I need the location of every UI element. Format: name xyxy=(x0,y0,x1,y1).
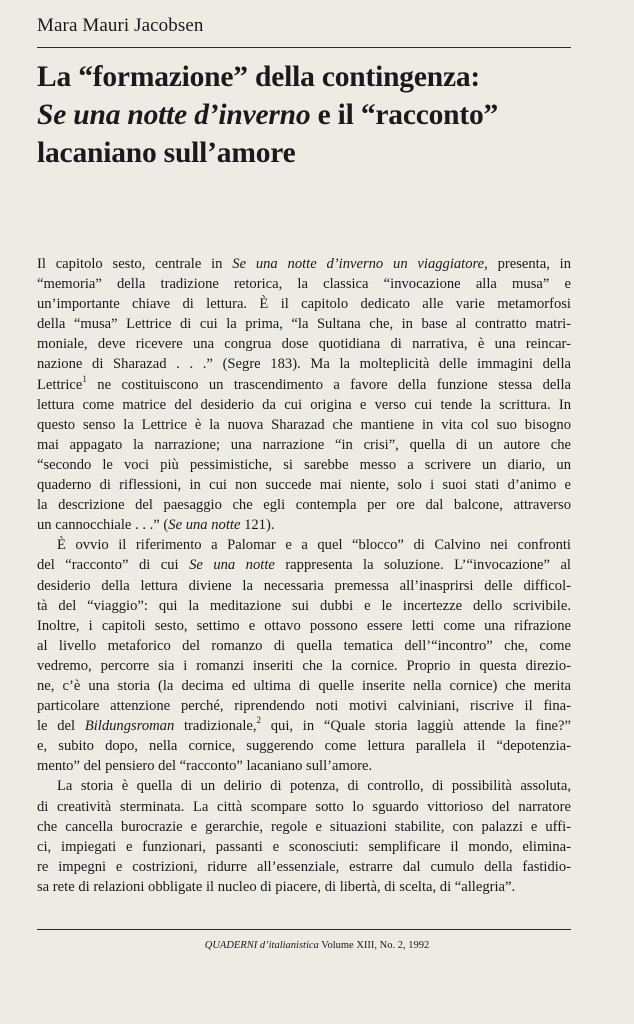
title-line-1: La “formazione” della contingenza: xyxy=(37,61,481,93)
title-line-2 xyxy=(37,96,597,134)
text-span: rappresenta la soluzione. L’“invocazione” al xyxy=(274,557,571,574)
italic-title: Se una notte xyxy=(168,517,241,534)
paragraph-1 xyxy=(37,254,571,535)
text-span: Il capitolo sesto, centrale in xyxy=(37,256,233,272)
footer-rule xyxy=(37,929,571,930)
text-line: questo senso la Lettrice è la nuova Sharazad che mantiene in vita col suo bisogno xyxy=(37,416,571,433)
text-line: mento” del pensiero del “racconto” lacaniano sull’amore. xyxy=(37,758,373,775)
italic-title: Se una notte d’inverno un viaggiatore, xyxy=(232,256,488,272)
italic-title: Se una notte xyxy=(189,557,275,574)
text-line xyxy=(37,254,571,274)
footnote-ref-1: 1 xyxy=(82,373,87,384)
text-line: nazione di Sharazad . . .” (Segre 183). Ma la molteplicità delle immagini della xyxy=(37,356,571,373)
text-line xyxy=(37,515,571,535)
text-line: mai appagato la narrazione; una narrazione “in crisi”, quella di un autore che xyxy=(37,436,571,453)
text-line: quaderno di riflessioni, in cui non succede mai niente, solo i suoi stati d’animo e xyxy=(37,477,571,494)
text-line: re impegni e costrizioni, ridurre all’essenziale, estrarre dal cumulo della fastidio- xyxy=(37,858,571,875)
text-line: Inoltre, i capitoli sesto, settimo e ottavo possono essere letti come una rifrazione xyxy=(37,617,571,634)
text-line: di creatività sterminata. La città scompare sotto lo sguardo vittorioso del narratore xyxy=(37,798,571,815)
text-span: qui, in “Quale storia laggiù attende la fine?” xyxy=(261,718,571,735)
text-line: particolare attenzione perché, riprendendo noti motivi calviniani, riscrive il fina- xyxy=(37,698,571,715)
text-line xyxy=(37,716,571,736)
text-line: un’importante chiave di lettura. È il capitolo dedicato alle varie metamorfosi xyxy=(37,296,571,313)
text-line: ne, c’è una storia (la decima ed ultima di quelle inserite nella cornice) che merita xyxy=(37,677,571,694)
text-line: sa rete di relazioni obbligate il nucleo di piacere, di libertà, di scelta, di “allegria”. xyxy=(37,878,516,895)
title-italic-work: Se una notte d’inverno xyxy=(37,99,311,131)
text-span: un cannocchiale . . .” ( xyxy=(37,517,169,534)
article-body xyxy=(37,254,571,897)
journal-details: Volume XIII, No. 2, 1992 xyxy=(318,940,430,951)
text-line: La storia è quella di un delirio di potenza, di controllo, di possibilità assoluta, xyxy=(57,778,571,795)
text-line: la descrizione del paesaggio che egli contempla per ore dal balcone, attraverso xyxy=(37,497,571,514)
text-line: desiderio della lettura diviene la necessaria premessa all’inasprirsi delle difficol- xyxy=(37,577,571,594)
author-name: Mara Mauri Jacobsen xyxy=(37,15,204,36)
text-line: e, subito dopo, nella cornice, suggerendo come lettura parallela il “depotenzia- xyxy=(37,738,571,755)
text-line: vedremo, percorre sia i romanzi inseriti che la cornice. Proprio in questa direzio- xyxy=(37,657,571,674)
text-line: tà del “viaggio”: qui la meditazione sui dubbi e le incertezze dello scrivibile. xyxy=(37,597,571,614)
journal-footer xyxy=(0,940,634,951)
text-line: lettura come matrice del desiderio da cui origina e verso cui tende la scrittura. In xyxy=(37,396,571,413)
text-span: presenta, in xyxy=(487,256,572,272)
text-span: Lettrice xyxy=(37,376,83,393)
text-span: tradizionale, xyxy=(174,718,257,735)
footnote-ref-2: 2 xyxy=(256,715,262,726)
title-line-2-rest: e il “racconto” xyxy=(310,99,499,131)
text-line: “memoria” della tradizione retorica, la classica “invocazione alla musa” e xyxy=(37,276,571,293)
text-span: 121). xyxy=(240,517,275,534)
text-line: È ovvio il riferimento a Palomar e a quel “blocco” di Calvino nei confronti xyxy=(57,537,571,554)
text-span: del “racconto” di cui xyxy=(37,557,190,574)
text-line: al livello metaforico del romanzo di quella tematica dell’“incontro” che, come xyxy=(37,637,571,654)
text-line xyxy=(37,555,571,575)
text-line: della “musa” Lettrice di cui la prima, “la Sultana che, in base al contratto matri- xyxy=(37,316,571,333)
header-rule xyxy=(37,47,571,48)
paragraph-3 xyxy=(37,776,571,897)
journal-name: QUADERNI d’italianistica xyxy=(204,940,319,951)
text-span: le del xyxy=(37,718,85,735)
title-line-3: lacaniano sull’amore xyxy=(37,137,296,169)
article-title xyxy=(37,58,597,172)
text-line: ci, impiegati e funzionari, passanti e sconosciuti: semplificare il mondo, elimina- xyxy=(37,838,571,855)
italic-term: Bildungsroman xyxy=(84,718,175,735)
text-line: “secondo le voci più pessimistiche, si sarebbe messo a scrivere un diario, un xyxy=(37,456,571,473)
paragraph-2 xyxy=(37,535,571,776)
text-line: moniale, deve ricevere una congrua dose quotidiana di narrativa, è una reincar- xyxy=(37,336,571,353)
text-line xyxy=(37,375,571,395)
text-line: che cancella burocrazie e gerarchie, regole e situazioni stabilite, con palazzi e uffi- xyxy=(37,818,571,835)
text-span: ne costituiscono un trascendimento a favore della funzione stessa della xyxy=(86,376,571,393)
